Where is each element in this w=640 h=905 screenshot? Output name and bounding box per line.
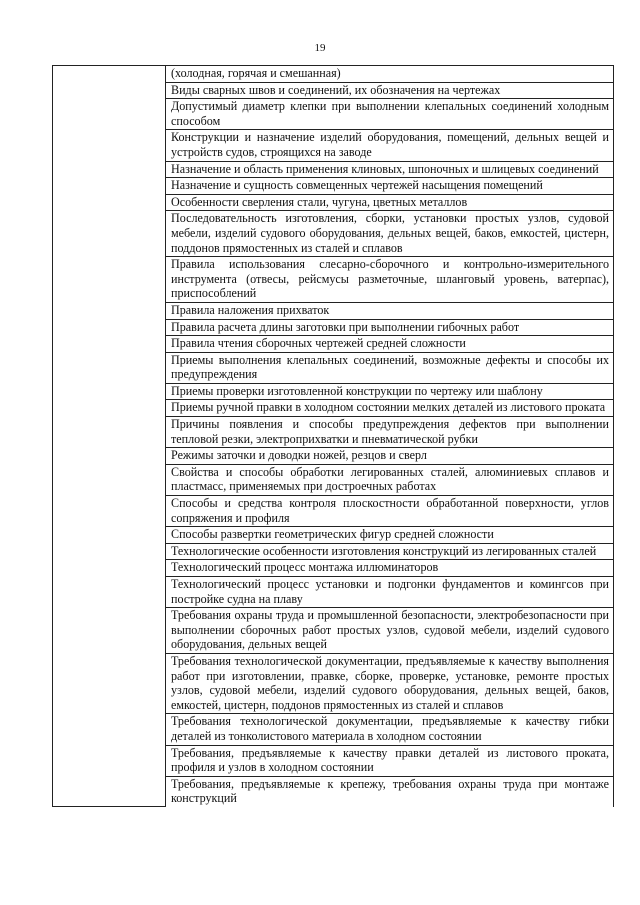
table-cell: Виды сварных швов и соединений, их обозначения на чертежах bbox=[166, 82, 614, 99]
table-cell: Свойства и способы обработки легированных сталей, алюминиевых сплавов и пластмасс, применяемых при достроечных работах bbox=[166, 464, 614, 495]
table-cell: Технологический процесс установки и подгонки фундаментов и комингсов при постройке судна на плаву bbox=[166, 577, 614, 608]
table-cell: Технологический процесс монтажа иллюминаторов bbox=[166, 560, 614, 577]
table-cell: Причины появления и способы предупреждения дефектов при выполнении тепловой резки, электроприхватки и пневматической рубки bbox=[166, 417, 614, 448]
table-cell: Приемы выполнения клепальных соединений, возможные дефекты и способы их предупреждения bbox=[166, 352, 614, 383]
table-cell: Последовательность изготовления, сборки, установки простых узлов, судовой мебели, изделий судового оборудования, дельных вещей, баков, емкостей, цистерн, поддонов прямостенных из сталей и сплавов bbox=[166, 211, 614, 257]
page-number: 19 bbox=[314, 42, 326, 54]
table-cell: (холодная, горячая и смешанная) bbox=[166, 66, 614, 83]
table-cell: Требования, предъявляемые к качеству правки деталей из листового проката, профиля и узлов в холодном состоянии bbox=[166, 745, 614, 776]
knowledge-table bbox=[52, 65, 614, 807]
table-cell: Назначение и область применения клиновых, шпоночных и шлицевых соединений bbox=[166, 161, 614, 178]
table-cell: Режимы заточки и доводки ножей, резцов и сверл bbox=[166, 448, 614, 465]
table-row bbox=[53, 66, 614, 83]
table-cell: Требования технологической документации, предъявляемые к качеству гибки деталей из тонколистового материала в холодном состоянии bbox=[166, 714, 614, 745]
table-cell: Способы развертки геометрических фигур средней сложности bbox=[166, 527, 614, 544]
empty-left-cell bbox=[53, 66, 166, 807]
table-cell: Конструкции и назначение изделий оборудования, помещений, дельных вещей и устройств судов, строящихся на заводе bbox=[166, 130, 614, 161]
table-cell: Правила использования слесарно-сборочного и контрольно-измерительного инструмента (отвесы, рейсмусы разметочные, шланговый уровень, ватерпас), приспособлений bbox=[166, 257, 614, 303]
table-cell: Способы и средства контроля плоскостности обработанной поверхности, углов сопряжения и профиля bbox=[166, 496, 614, 527]
table-cell: Особенности сверления стали, чугуна, цветных металлов bbox=[166, 194, 614, 211]
table-cell: Правила наложения прихваток bbox=[166, 302, 614, 319]
table-cell: Требования охраны труда и промышленной безопасности, электробезопасности при выполнении сборочных работ простых узлов, судовой мебели, изделий судового оборудования, дельных вещей bbox=[166, 608, 614, 654]
table-cell: Правила чтения сборочных чертежей средней сложности bbox=[166, 336, 614, 353]
table-cell: Приемы ручной правки в холодном состоянии мелких деталей из листового проката bbox=[166, 400, 614, 417]
table-cell: Приемы проверки изготовленной конструкции по чертежу или шаблону bbox=[166, 383, 614, 400]
table-cell: Технологические особенности изготовления конструкций из легированных сталей bbox=[166, 543, 614, 560]
table-cell: Допустимый диаметр клепки при выполнении клепальных соединений холодным способом bbox=[166, 99, 614, 130]
table-cell: Назначение и сущность совмещенных чертежей насыщения помещений bbox=[166, 178, 614, 195]
table-cell: Правила расчета длины заготовки при выполнении гибочных работ bbox=[166, 319, 614, 336]
table-cell: Требования технологической документации, предъявляемые к качеству выполнения работ при изготовлении, правке, сборке, проверке, установке, ремонте простых узлов, судовой мебели, изделий судового оборудования, дельных вещей, баков, емкостей, цистерн, поддонов прямостенных из сталей и сплавов bbox=[166, 653, 614, 713]
table-cell: Требования, предъявляемые к крепежу, требования охраны труда при монтаже конструкций bbox=[166, 776, 614, 807]
